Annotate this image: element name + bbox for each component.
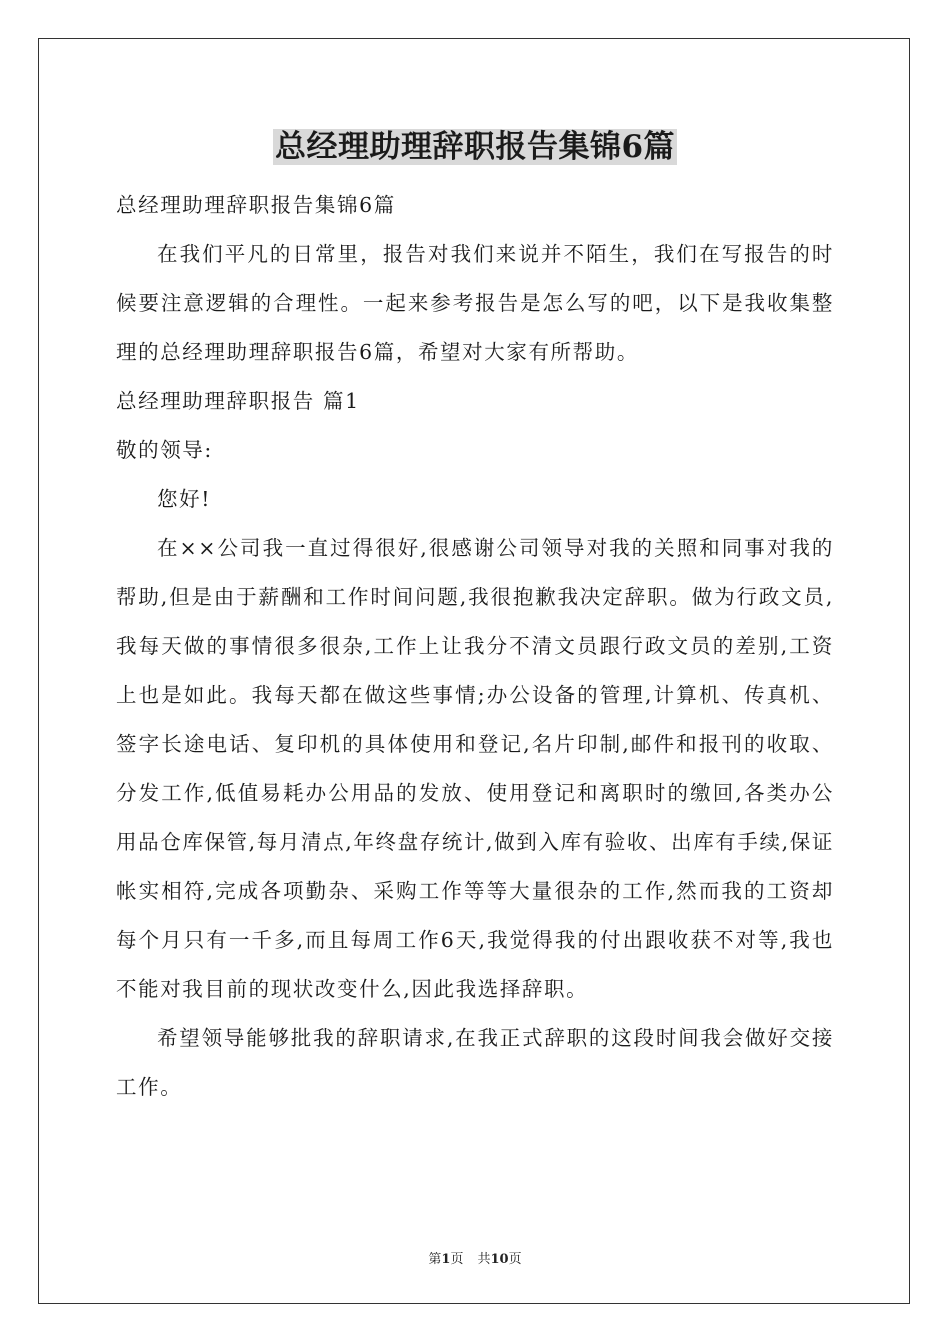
salutation: 敬的领导: <box>116 438 213 462</box>
footer-total-suffix: 页 <box>508 1252 522 1267</box>
document-title-text: 总经理助理辞职报告集锦6篇 <box>274 129 676 165</box>
footer-page-prefix: 第 <box>428 1252 442 1267</box>
document-title <box>0 125 950 169</box>
document-body <box>116 181 834 1112</box>
section-heading: 总经理助理辞职报告 篇1 <box>116 389 360 413</box>
footer-total-prefix: 共 <box>477 1252 491 1267</box>
closing-paragraph: 希望领导能够批我的辞职请求,在我正式辞职的这段时间我会做好交接工作。 <box>116 1026 834 1099</box>
footer-page-total: 10 <box>490 1252 509 1267</box>
page-footer <box>0 1248 950 1267</box>
footer-page-current: 1 <box>441 1252 451 1267</box>
document-subtitle: 总经理助理辞职报告集锦6篇 <box>116 193 396 217</box>
footer-page-suffix: 页 <box>450 1252 464 1267</box>
greeting: 您好! <box>157 487 212 511</box>
body-paragraph: 在××公司我一直过得很好,很感谢公司领导对我的关照和同事对我的帮助,但是由于薪酬和工作时间问题,我很抱歉我决定辞职。做为行政文员,我每天做的事情很多很杂,工作上让我分不清文员跟行政文员的差别,工资上也是如此。我每天都在做这些事情;办公设备的管理,计算机、传真机、签字长途电话、复印机的具体使用和登记,名片印制,邮件和报刊的收取、分发工作,低值易耗办公用品的发放、使用登记和离职时的缴回,各类办公用品仓库保管,每月清点,年终盘存统计,做到入库有验收、出库有手续,保证帐实相符,完成各项勤杂、采购工作等等大量很杂的工作,然而我的工资却每个月只有一千多,而且每周工作6天,我觉得我的付出跟收获不对等,我也不能对我目前的现状改变什么,因此我选择辞职。 <box>116 536 834 1001</box>
intro-paragraph: 在我们平凡的日常里，报告对我们来说并不陌生，我们在写报告的时候要注意逻辑的合理性。一起来参考报告是怎么写的吧，以下是我收集整理的总经理助理辞职报告6篇，希望对大家有所帮助。 <box>116 242 834 364</box>
